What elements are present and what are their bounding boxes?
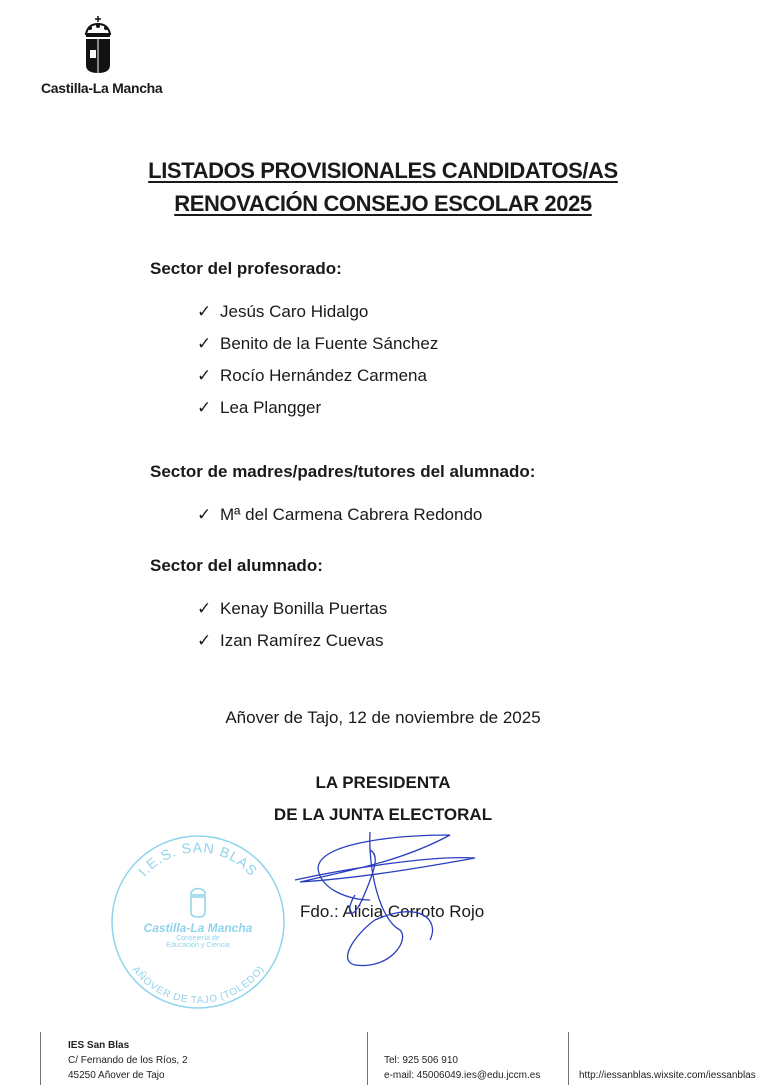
check-icon: ✓ — [197, 302, 212, 321]
role-line2: DE LA JUNTA ELECTORAL — [273, 805, 493, 824]
candidate-item: ✓ Jesús Caro Hidalgo — [197, 302, 369, 321]
document-title-line2: RENOVACIÓN CONSEJO ESCOLAR 2025 — [174, 191, 592, 216]
role-line1: LA PRESIDENTA — [315, 773, 451, 792]
signed-by: Fdo.: Alicia Corroto Rojo — [300, 902, 485, 921]
brand-name: Castilla-La Mancha — [41, 80, 163, 96]
stamp-bottom-text: AÑOVER DE TAJO (TOLEDO) — [129, 964, 267, 1007]
stamp-dept-line1: Consejería de — [176, 935, 220, 942]
stamp-brand: Castilla-La Mancha — [143, 921, 253, 935]
sector-heading-familias: Sector de madres/padres/tutores del alumnado: — [150, 462, 536, 481]
date-line: Añover de Tajo, 12 de noviembre de 2025 — [225, 708, 541, 727]
footer-divider — [568, 1032, 569, 1085]
footer-phone: Tel: 925 506 910 — [384, 1055, 458, 1066]
check-icon: ✓ — [197, 334, 212, 353]
candidate-item: ✓ Rocío Hernández Carmena — [197, 366, 427, 385]
candidate-item: ✓ Lea Plangger — [197, 398, 322, 417]
footer-contact — [384, 1053, 540, 1083]
footer-address-line1: C/ Fernando de los Ríos, 2 — [68, 1055, 188, 1066]
svg-text:I.E.S. SAN BLAS — [135, 839, 261, 879]
sector-heading-alumnado: Sector del alumnado: — [150, 556, 323, 575]
check-icon: ✓ — [197, 366, 212, 385]
stamp-dept-line2: Educación y Ciencia — [166, 942, 230, 949]
footer-address — [68, 1038, 188, 1083]
footer-divider — [40, 1032, 41, 1085]
svg-text:AÑOVER DE TAJO (TOLEDO) — [130, 964, 267, 1006]
stamp-top-text: I.E.S. SAN BLAS — [134, 839, 261, 880]
footer-divider — [367, 1032, 368, 1085]
check-icon: ✓ — [197, 505, 212, 524]
sector-heading-profesorado: Sector del profesorado: — [150, 259, 342, 278]
stamp-crest-icon — [191, 889, 205, 918]
candidate-item: ✓ Benito de la Fuente Sánchez — [197, 334, 439, 353]
check-icon: ✓ — [197, 631, 212, 650]
document-title-line1: LISTADOS PROVISIONALES CANDIDATOS/AS — [148, 158, 618, 183]
check-icon: ✓ — [197, 398, 212, 417]
footer-address-line2: 45250 Añover de Tajo — [68, 1070, 165, 1081]
castilla-la-mancha-crest-icon — [78, 14, 122, 76]
footer-email[interactable]: e-mail: 45006049.ies@edu.jccm.es — [384, 1070, 541, 1081]
check-icon: ✓ — [197, 599, 212, 618]
footer-school-name: IES San Blas — [68, 1040, 130, 1051]
candidate-item: ✓ Kenay Bonilla Puertas — [197, 599, 388, 618]
school-stamp — [108, 832, 288, 1012]
candidate-item: ✓ Mª del Carmena Cabrera Redondo — [197, 505, 483, 524]
footer-website[interactable]: http://iessanblas.wixsite.com/iessanblas — [579, 1070, 756, 1081]
handwritten-signature — [280, 830, 500, 980]
candidate-item: ✓ Izan Ramírez Cuevas — [197, 631, 384, 650]
